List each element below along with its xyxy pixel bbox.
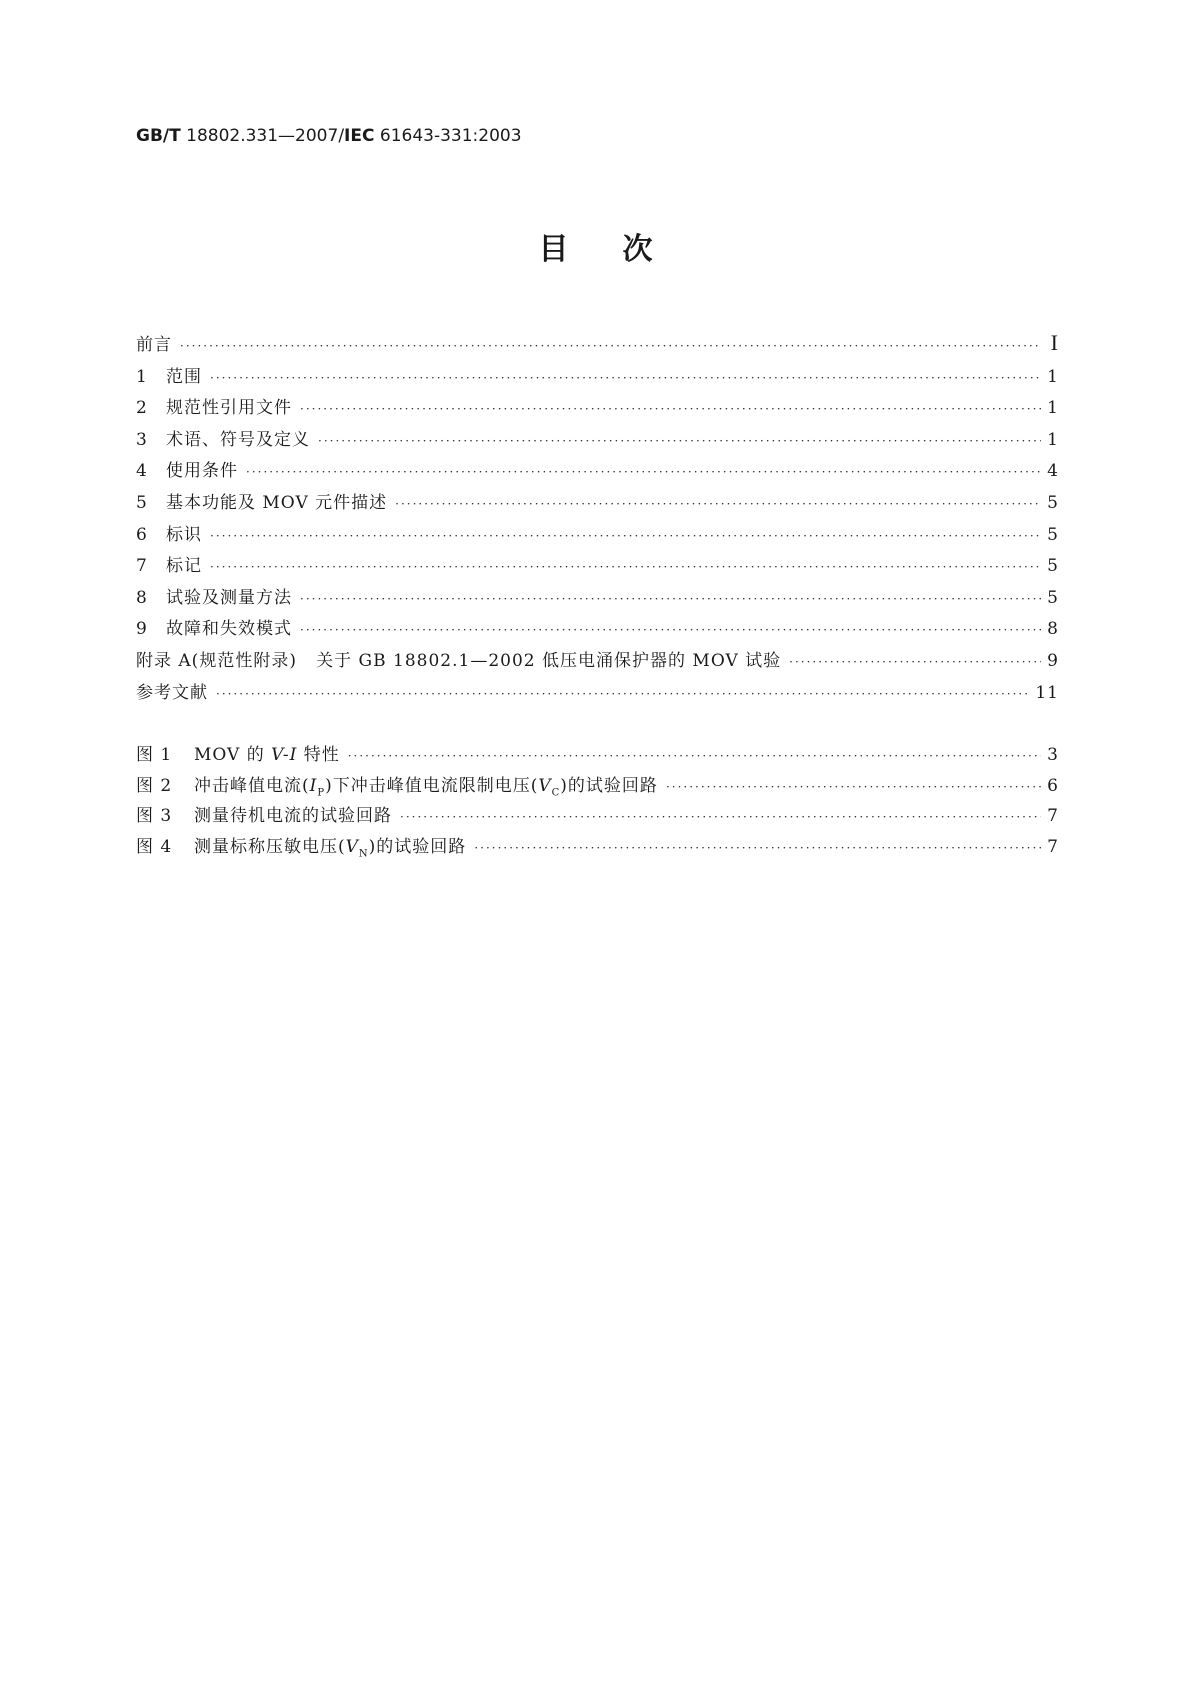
toc-entry-page: 1 <box>1047 429 1059 450</box>
toc-sections <box>136 330 1059 709</box>
toc-entry-label: 规范性引用文件 <box>166 398 292 419</box>
iec-number: 61643-331:2003 <box>374 126 522 146</box>
figure-label: MOV 的 V-I 特性 <box>194 745 340 765</box>
dot-leader <box>395 497 1041 511</box>
dot-leader <box>666 780 1041 794</box>
toc-entry-6[interactable] <box>136 520 1059 552</box>
toc-entry-page: 5 <box>1047 492 1059 513</box>
toc-entry-label: 标识 <box>166 524 202 545</box>
std-number: 18802.331—2007/ <box>180 126 345 146</box>
toc-entry-number: 3 <box>136 429 148 450</box>
toc-entry-page: 11 <box>1035 682 1059 703</box>
toc-entry-number: 1 <box>136 366 148 387</box>
toc-entry-page: 8 <box>1047 619 1059 640</box>
toc-entry-label: 术语、符号及定义 <box>166 429 310 450</box>
iec-prefix: IEC <box>344 126 375 146</box>
figure-label: 测量标称压敏电压$(V_N)$的试验回路 <box>194 836 467 859</box>
toc-entry-8[interactable] <box>136 583 1059 615</box>
toc-entry-label: 试验及测量方法 <box>166 587 292 608</box>
figure-number: 图 2 <box>136 775 173 796</box>
toc-figure-4[interactable] <box>136 832 1059 863</box>
toc-figures <box>136 740 1059 862</box>
dot-leader <box>246 465 1041 479</box>
toc-entry-page: I <box>1050 330 1059 355</box>
dot-leader <box>789 655 1041 669</box>
std-prefix: GB/T <box>136 126 181 146</box>
dot-leader <box>300 592 1041 606</box>
dot-leader <box>300 623 1041 637</box>
dot-leader <box>216 687 1031 701</box>
toc-entry-number: 7 <box>136 556 148 577</box>
toc-entry-3[interactable] <box>136 425 1059 457</box>
figure-number: 图 4 <box>136 836 173 857</box>
toc-entry-page: 1 <box>1047 366 1059 387</box>
toc-entry-number: 9 <box>136 619 148 640</box>
toc-entry-page: 5 <box>1047 556 1059 577</box>
dot-leader <box>348 749 1041 763</box>
figure-number: 图 3 <box>136 806 173 826</box>
toc-entry-label: 前言 <box>136 335 172 355</box>
figure-page: 7 <box>1047 836 1059 857</box>
dot-leader <box>210 529 1041 543</box>
toc-entry-page: 4 <box>1047 461 1059 482</box>
standard-header <box>136 126 522 146</box>
toc-entry-2[interactable] <box>136 393 1059 425</box>
toc-entry-page: 9 <box>1047 650 1059 671</box>
figure-number: 图 1 <box>136 745 173 765</box>
dot-leader <box>400 810 1041 824</box>
figure-label: 冲击峰值电流$(I_P)$下冲击峰值电流限制电压$(V_C)$的试验回路 <box>194 775 658 798</box>
toc-figure-3[interactable] <box>136 801 1059 832</box>
toc-entry-5[interactable] <box>136 488 1059 520</box>
toc-entry-7[interactable] <box>136 551 1059 583</box>
toc-entry-label: 故障和失效模式 <box>166 619 292 640</box>
toc-entry-annex-a[interactable] <box>136 646 1059 678</box>
toc-entry-foreword[interactable] <box>136 330 1059 362</box>
toc-entry-label: 附录 A(规范性附录) 关于 GB 18802.1—2002 低压电涌保护器的 MOV 试验 <box>136 650 782 671</box>
toc-entry-9[interactable] <box>136 614 1059 646</box>
figure-label: 测量待机电流的试验回路 <box>194 806 392 826</box>
toc-figure-1[interactable] <box>136 740 1059 771</box>
toc-entry-number: 4 <box>136 461 148 482</box>
dot-leader <box>318 434 1041 448</box>
toc-entry-label: 参考文献 <box>136 682 208 703</box>
toc-entry-page: 5 <box>1047 524 1059 545</box>
toc-entry-number: 6 <box>136 524 148 545</box>
figure-page: 7 <box>1047 806 1059 826</box>
dot-leader <box>474 841 1041 855</box>
toc-entry-label: 使用条件 <box>166 461 238 482</box>
toc-entry-label: 标记 <box>166 556 202 577</box>
dot-leader <box>210 560 1041 574</box>
toc-entry-page: 5 <box>1047 587 1059 608</box>
toc-entry-bibliography[interactable] <box>136 678 1059 710</box>
toc-entry-1[interactable] <box>136 362 1059 394</box>
toc-entry-label: 基本功能及 MOV 元件描述 <box>166 492 388 513</box>
page-title: 目次 <box>538 232 707 267</box>
dot-leader <box>210 371 1041 385</box>
dot-leader <box>300 402 1041 416</box>
figure-page: 6 <box>1047 775 1059 796</box>
toc-entry-4[interactable] <box>136 456 1059 488</box>
toc-entry-number: 5 <box>136 492 148 513</box>
toc-figure-2[interactable] <box>136 771 1059 802</box>
toc-entry-number: 8 <box>136 587 148 608</box>
figure-page: 3 <box>1047 745 1059 765</box>
toc-entry-label: 范围 <box>166 366 202 387</box>
toc-entry-page: 1 <box>1047 398 1059 419</box>
toc-entry-number: 2 <box>136 398 148 419</box>
dot-leader <box>180 339 1041 353</box>
